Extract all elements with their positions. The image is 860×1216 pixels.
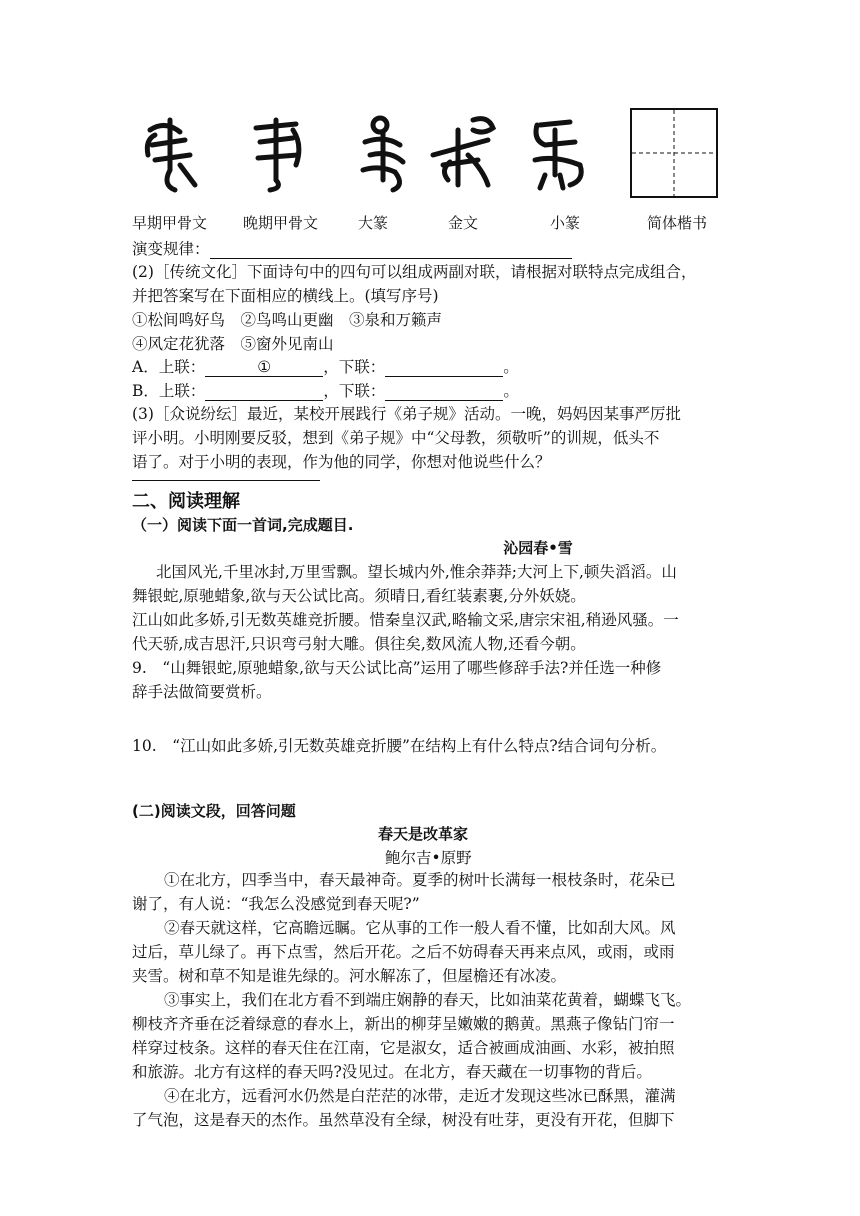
poem-line-2: 舞银蛇,原驰蜡象,欲与天公试比高。须晴日,看红装素裹,分外妖娆。: [132, 587, 586, 605]
answer-b-upper-blank[interactable]: [205, 382, 323, 401]
answer-a-upper-blank[interactable]: ①: [205, 358, 323, 377]
poem-line-4: 代天骄,成吉思汗,只识弯弓射大雕。俱往矣,数风流人物,还看今朝。: [132, 635, 586, 653]
evolution-rule-line: [132, 237, 572, 259]
early-oracle-glyph: [140, 110, 210, 195]
q2-answer-a: [132, 355, 519, 377]
label-simplified-regular: 简体楷书: [647, 214, 708, 232]
q9-line-2: 辞手法做简要赏析。: [132, 683, 272, 701]
essay-p2-line-1: ②春天就这样，它高瞻远瞩。它从事的工作一般人看不懂，比如刮大风。风: [164, 919, 676, 937]
q3-line-3: 语了。对于小明的表现，作为他的同学，你想对他说些什么？: [132, 453, 551, 471]
q2-answer-b: [132, 379, 519, 401]
answer-b-label: B．上联：: [132, 382, 206, 400]
evolution-rule-label: 演变规律：: [132, 240, 210, 258]
late-oracle-glyph: [248, 110, 308, 195]
evolution-rule-blank[interactable]: [210, 240, 572, 259]
poem-line-1-text: 北国风光,千里冰封,万里雪飘。望长城内外,惟余莽莽;大河上下,顿失滔滔。山: [156, 563, 677, 581]
label-early-oracle: 早期甲骨文: [132, 214, 208, 232]
answer-a-lower-label: ，下联：: [323, 358, 386, 376]
small-seal-glyph: [525, 110, 590, 195]
q3-line-2: 评小明。小明刚要反驳，想到《弟子规》中“父母教，须敬听”的训规，低头不: [132, 429, 660, 447]
answer-b-end: 。: [503, 382, 519, 400]
q2-options-2: ④风定花犹落 ⑤窗外见南山: [132, 335, 334, 353]
poem-title: [0, 537, 860, 558]
essay-author: 鲍尔吉•原野: [385, 849, 472, 867]
label-bronze: 金文: [448, 214, 479, 232]
label-small-seal: 小篆: [550, 214, 581, 232]
poem-line-1: [132, 560, 677, 582]
essay-p3-line-3: 样穿过枝条。这样的春天住在江南，它是淑女，适合被画成油画、水彩，被拍照: [132, 1039, 675, 1057]
label-late-oracle: 晚期甲骨文: [243, 214, 319, 232]
section-2-sub-1: （一）阅读下面一首词,完成题目.: [132, 516, 354, 534]
essay-p2-line-2: 过后，草儿绿了。再下点雪，然后开花。之后不妨碍春天再来点风，或雨，或雨: [132, 943, 675, 961]
q3-line-1: (3)［众说纷纭］最近，某校开展践行《弟子规》活动。一晚，妈妈因某事严厉批: [132, 405, 681, 423]
section-2-sub-2: (二)阅读文段，回答问题: [132, 802, 296, 820]
essay-title: 春天是改革家: [378, 825, 469, 843]
essay-p2-line-3: 夹雪。树和草不知是谁先绿的。河水解冻了，但屋檐还有冰凌。: [132, 967, 567, 985]
poem-title-text: 沁园春•雪: [503, 539, 573, 557]
great-seal-glyph: [355, 110, 415, 195]
answer-b-lower-label: ，下联：: [323, 382, 386, 400]
tian-grid-box: [630, 108, 718, 198]
answer-a-label: A．上联：: [132, 358, 206, 376]
essay-p3-line-1: ③事实上，我们在北方看不到端庄娴静的春天，比如油菜花黄着，蝴蝶飞飞。: [164, 991, 692, 1009]
essay-p1-line-2: 谢了，有人说：“我怎么没感觉到春天呢?”: [132, 895, 420, 913]
section-2-title: 二、阅读理解: [132, 491, 240, 512]
essay-p4-line-2: 了气泡，这是春天的杰作。虽然草没有全绿，树没有吐芽，更没有开花，但脚下: [132, 1111, 675, 1129]
answer-a-end: 。: [503, 358, 519, 376]
q9-line-1: 9. “山舞银蛇,原驰蜡象,欲与天公试比高”运用了哪些修辞手法?并任选一种修: [132, 659, 662, 677]
answer-b-lower-blank[interactable]: [385, 382, 503, 401]
q10-line: 10. “江山如此多娇,引无数英雄竞折腰”在结构上有什么特点?结合词句分析。: [132, 737, 667, 755]
essay-p4-line-1: ④在北方，远看河水仍然是白茫茫的冰带，走近才发现这些冰已酥黑，灌满: [164, 1087, 676, 1105]
label-great-seal: 大篆: [358, 214, 389, 232]
poem-line-3: 江山如此多娇,引无数英雄竞折腰。惜秦皇汉武,略输文采,唐宗宋祖,稍逊风骚。一: [132, 611, 679, 629]
essay-p1-line-1: ①在北方，四季当中，春天最神奇。夏季的树叶长满每一根枝条时，花朵已: [164, 871, 676, 889]
essay-p3-line-2: 柳枝齐齐垂在泛着绿意的春水上，新出的柳芽呈嫩嫩的鹅黄。黑燕子像钻门帘一: [132, 1015, 675, 1033]
q2-intro-2: 并把答案写在下面相应的横线上。(填写序号): [132, 287, 439, 305]
q3-answer-blank[interactable]: [132, 462, 320, 481]
q2-intro: (2)［传统文化］下面诗句中的四句可以组成两副对联，请根据对联特点完成组合，: [132, 263, 697, 281]
answer-a-lower-blank[interactable]: [385, 358, 503, 377]
bronze-glyph: [428, 110, 503, 195]
essay-p3-line-4: 和旅游。北方有这样的春天吗?没见过。在北方，春天藏在一切事物的背后。: [132, 1063, 652, 1081]
q2-options-1: ①松间鸣好鸟 ②鸟鸣山更幽 ③泉和万籁声: [132, 311, 443, 329]
